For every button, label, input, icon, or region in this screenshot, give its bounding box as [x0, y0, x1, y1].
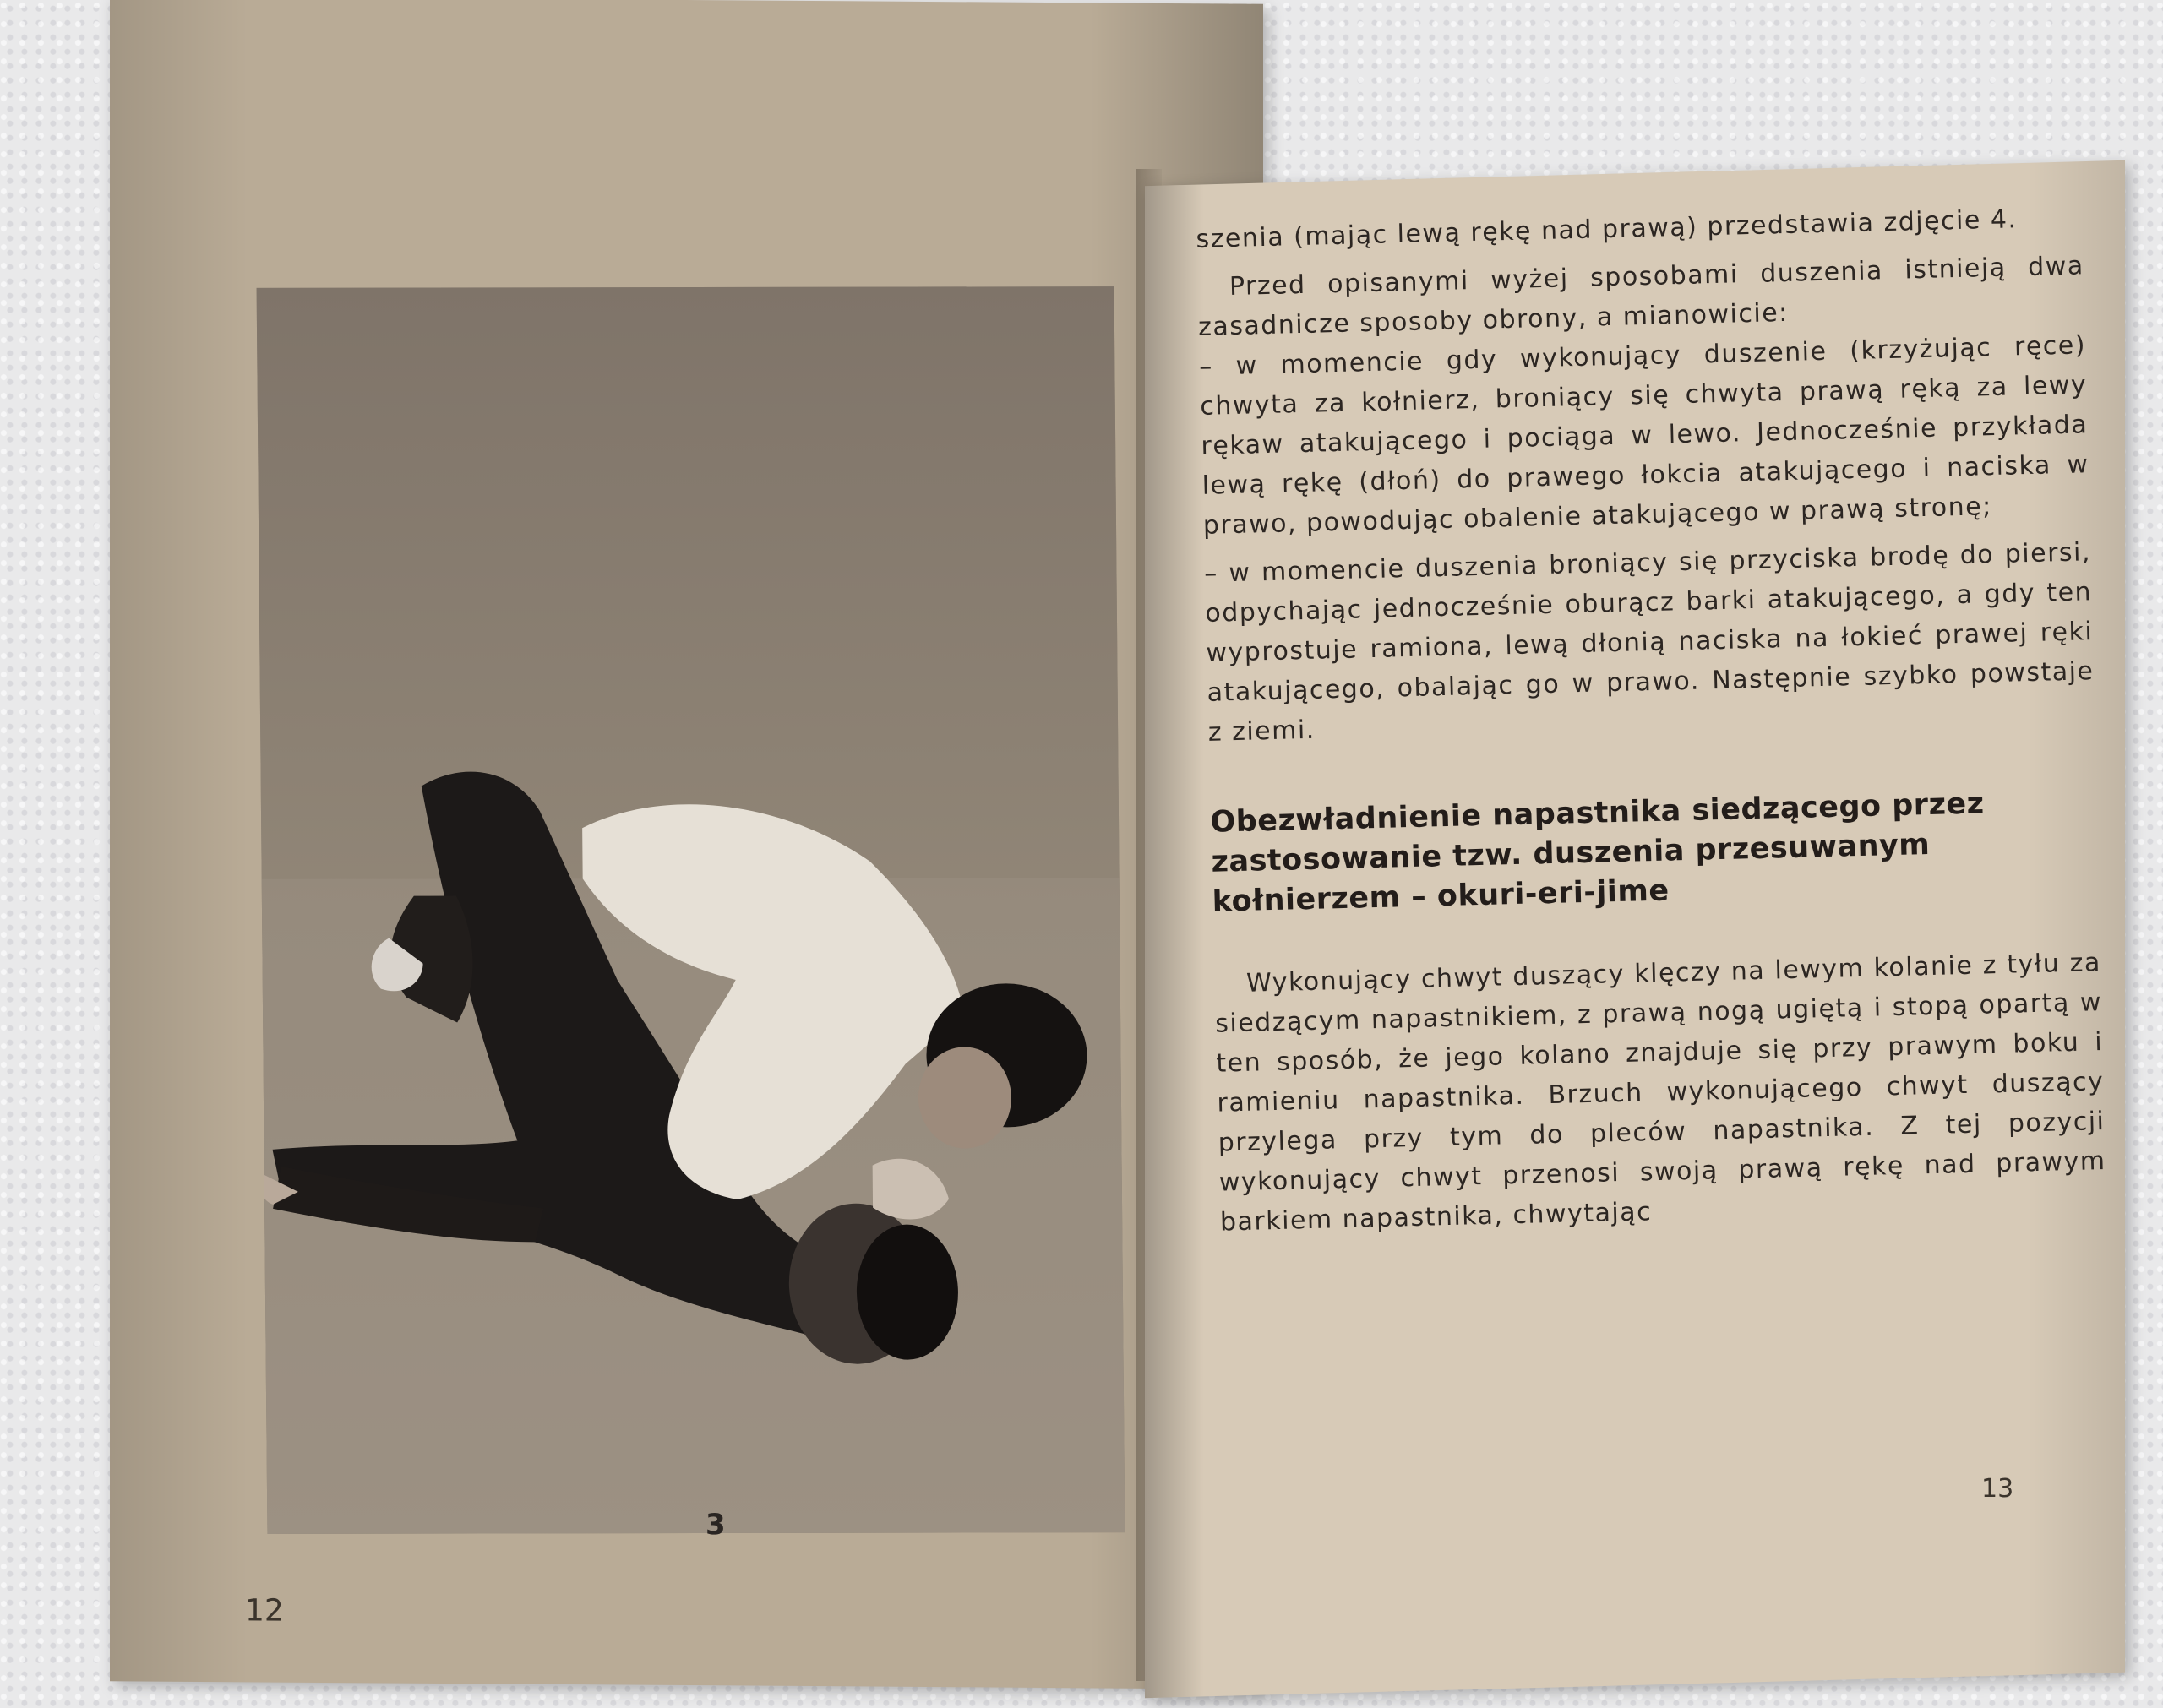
- paragraph-continuation: szenia (mając lewą rękę nad prawą) przedstawia zdjęcie 4.: [1196, 204, 2018, 254]
- right-page-text: [1196, 198, 2107, 1242]
- open-booklet: [101, 0, 2112, 1708]
- paragraph-defense-two: – w momencie duszenia broniący się przyciska brodę do piersi, odpychając jednocześnie oburącz barki atakującego, a gdy ten wyprostuje ramiona, lewą dłonią naciska na łokieć prawej ręki atakującego, obalając go w prawo. Następnie szybko powstaje z ziemi.: [1203, 537, 2095, 748]
- paragraph-defense-intro: Przed opisanymi wyżej sposobami duszenia istnieją dwa zasadnicze sposoby obrony, a mianowicie:: [1197, 251, 2085, 342]
- page-number-right: 13: [1981, 1474, 2014, 1504]
- paragraph-defense-one: – w momencie gdy wykonujący duszenie (krzyżując ręce) chwyta za kołnierz, broniący się chwyta prawą ręką za lewy rękaw atakującego i pociąga w lewo. Jednocześnie przykłada lewą rękę (dłoń) do prawego łokcia atakującego i naciska w prawo, powodując obalenie atakującego w prawą stronę;: [1198, 330, 2089, 541]
- figure-number: 3: [706, 1508, 726, 1542]
- section-heading: Obezwładnienie napastnika siedzącego przez zastosowanie tzw. duszenia przesuwanym kołnierzem – okuri-eri-jime: [1209, 786, 1986, 919]
- left-page: [110, 0, 1263, 1689]
- two-men-grappling-illustration: [257, 286, 1125, 1534]
- judo-photograph: [257, 286, 1125, 1534]
- page-number-left: 12: [245, 1593, 284, 1629]
- paragraph-body: Wykonujący chwyt duszący klęczy na lewym kolanie z tyłu za siedzącym napastnikiem, z prawą nogą ugiętą i stopą opartą w ten sposób, że jego kolano znajduje się przy prawym boku i ramieniu napastnika. Brzuch wykonującego chwyt duszący przylega przy tym do pleców napastnika. Z tej pozycji wykonujący chwyt przenosi swoją prawą rękę nad prawym barkiem napastnika, chwytając: [1214, 948, 2106, 1237]
